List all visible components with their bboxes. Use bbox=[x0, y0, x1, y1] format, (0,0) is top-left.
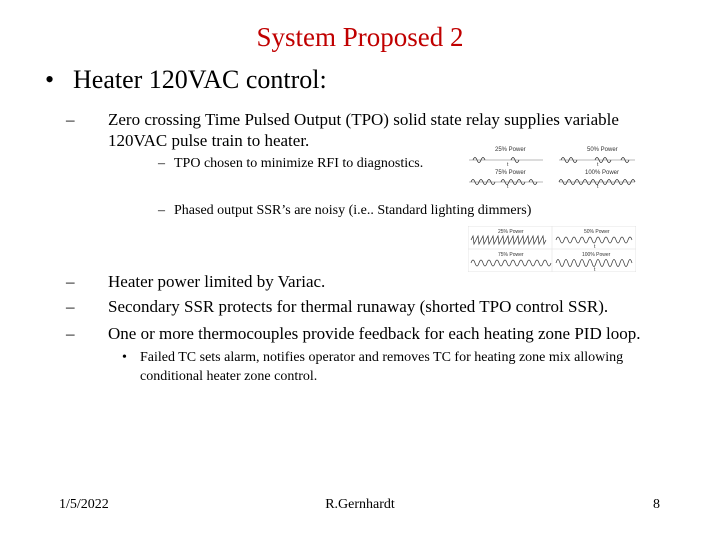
figure-label: 25% Power bbox=[498, 229, 524, 235]
figure-label: 50% Power bbox=[587, 147, 618, 153]
dash-marker: – bbox=[66, 110, 75, 129]
list-item-text: Secondary SSR protects for thermal runaway (shorted TPO control SSR). bbox=[108, 297, 609, 316]
dash-marker: – bbox=[66, 272, 75, 291]
axis-label: t bbox=[507, 162, 509, 168]
axis-label: t bbox=[507, 184, 509, 190]
figure-label: 50% Power bbox=[584, 229, 610, 235]
slide-title: System Proposed 2 bbox=[256, 22, 464, 52]
figure-label: 25% Power bbox=[495, 147, 526, 153]
figure-label: 75% Power bbox=[498, 252, 524, 258]
list-item bbox=[66, 271, 706, 292]
footer-author: R.Gernhardt bbox=[325, 497, 395, 512]
list-item bbox=[66, 296, 706, 317]
figure-label: 100% Power bbox=[582, 252, 611, 258]
sub-list-item-text: Phased output SSR’s are noisy (i.e.. Standard lighting dimmers) bbox=[174, 203, 532, 218]
dash-marker: – bbox=[158, 203, 165, 218]
tpo-waveform-figure bbox=[465, 144, 641, 190]
dash-marker: – bbox=[66, 324, 75, 343]
axis-label: t bbox=[594, 244, 596, 250]
main-bullet-text: Heater 120VAC control: bbox=[73, 65, 327, 94]
figure-label: 100% Power bbox=[585, 170, 620, 176]
list-item-text: One or more thermocouples provide feedback for each heating zone PID loop. bbox=[108, 324, 641, 343]
dash-marker: – bbox=[66, 297, 75, 316]
axis-label: t bbox=[594, 267, 596, 272]
list-item bbox=[66, 323, 706, 344]
footer-page-number: 8 bbox=[653, 497, 660, 512]
phased-waveform-figure bbox=[468, 226, 636, 272]
footer-date: 1/5/2022 bbox=[59, 497, 109, 512]
sub-bullet-text: Failed TC sets alarm, notifies operator and removes TC for heating zone mix allowing conditional heater zone control. bbox=[140, 350, 624, 384]
sub-bullet-item bbox=[122, 348, 682, 388]
bullet-marker: • bbox=[45, 65, 55, 94]
list-item-text: Zero crossing Time Pulsed Output (TPO) solid state relay supplies variable 120VAC pulse train to heater. bbox=[108, 110, 619, 150]
figure-label: 75% Power bbox=[495, 170, 526, 176]
list-item-text: Heater power limited by Variac. bbox=[108, 272, 326, 291]
bullet-marker: • bbox=[122, 350, 127, 365]
dash-marker: – bbox=[158, 156, 165, 171]
axis-label: t bbox=[597, 184, 599, 190]
sub-list-item-text: TPO chosen to minimize RFI to diagnostics. bbox=[174, 156, 424, 171]
axis-label: t bbox=[597, 162, 599, 168]
